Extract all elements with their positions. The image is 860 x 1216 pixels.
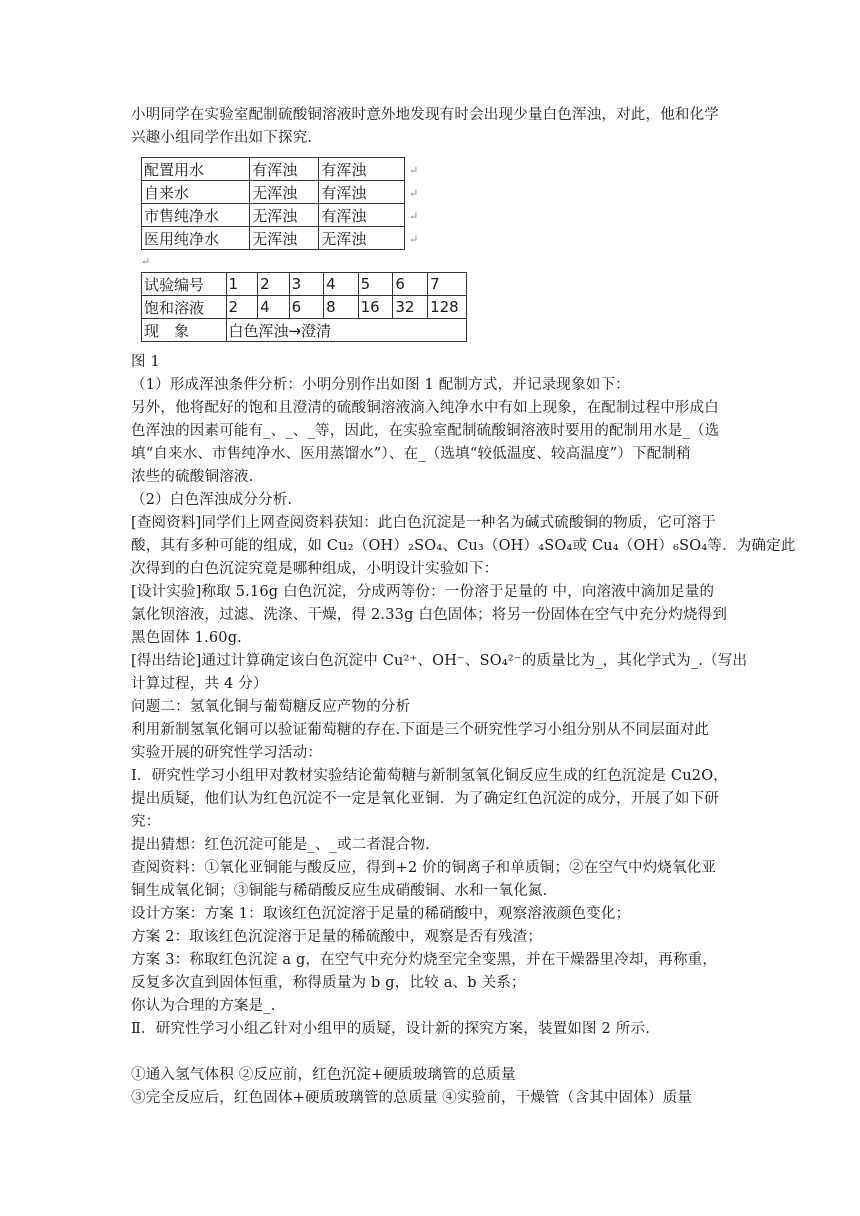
- table-row: [142, 296, 467, 319]
- table-cell: 4: [258, 296, 290, 319]
- table-cell: 市售纯净水: [142, 204, 250, 227]
- text-line: [查阅资料]同学们上网查阅资料获知：此白色沉淀是一种名为碱式硫酸铜的物质，它可溶于: [131, 515, 717, 531]
- table-cell: 有浑浊: [250, 158, 319, 181]
- table-cell: 饱和溶液: [142, 296, 227, 319]
- table-cell: 6: [289, 296, 324, 319]
- table-cell: 无浑浊: [250, 204, 319, 227]
- text-line: 计算过程，共 4 分）: [131, 676, 268, 692]
- return-mark: ↵: [409, 233, 419, 246]
- table-cell: 试验编号: [142, 273, 227, 296]
- table-cell: 5: [358, 273, 393, 296]
- table-cell: 1: [226, 273, 258, 296]
- text-line: 查阅资料：①氧化亚铜能与酸反应，得到+2 价的铜离子和单质铜；②在空气中灼烧氧化亚: [131, 860, 717, 876]
- text-line: 次得到的白色沉淀究竟是哪种组成，小明设计实验如下：: [131, 561, 499, 577]
- table-cell: 3: [289, 273, 324, 296]
- table-row: [142, 227, 405, 250]
- return-mark: ↵: [409, 187, 419, 200]
- text-line: [设计实验]称取 5.16g 白色沉淀，分成两等份：一份溶于足量的 中，向溶液中滴加足量的: [131, 584, 715, 600]
- text-line: 黑色固体 1.60g.: [131, 630, 242, 646]
- text-line: Ⅰ．研究性学习小组甲对教材实验结论葡萄糖与新制氢氧化铜反应生成的红色沉淀是 Cu2O，: [131, 768, 728, 784]
- return-mark: ↵: [409, 210, 419, 223]
- text-line: 浓些的硫酸铜溶液.: [131, 469, 254, 485]
- text-line: 填“自来水、市售纯净水、医用蒸馏水”）、在_（选填“较低温度、较高温度”）下配制稍: [131, 446, 691, 462]
- text-line: ①通入氢气体积 ②反应前，红色沉淀+硬质玻璃管的总质量: [131, 1067, 516, 1083]
- table-cell: 16: [358, 296, 393, 319]
- table-cell: 2: [226, 296, 258, 319]
- table-cell: 无浑浊: [250, 227, 319, 250]
- table-row: [142, 204, 405, 227]
- return-mark: ↵: [409, 164, 419, 177]
- table-cell: 32: [393, 296, 428, 319]
- table-cell: 2: [258, 273, 290, 296]
- table-row: [142, 158, 405, 181]
- text-line: （2）白色浑浊成分分析.: [131, 492, 293, 508]
- text-line: 利用新制氢氧化铜可以验证葡萄糖的存在.下面是三个研究性学习小组分别从不同层面对此: [131, 722, 710, 738]
- text-line: 实验开展的研究性学习活动：: [131, 745, 323, 761]
- text-line: 你认为合理的方案是_.: [131, 998, 276, 1014]
- text-line: 方案 2：取该红色沉淀溶于足量的稀硫酸中，观察是否有残渣；: [131, 929, 543, 945]
- text-line: 究：: [131, 814, 161, 830]
- text-line: 反复多次直到固体恒重，称得质量为 b g，比较 a、b 关系；: [131, 975, 526, 991]
- text-line: 另外，他将配好的饱和且澄清的硫酸铜溶液滴入纯净水中有如上现象，在配制过程中形成白: [131, 400, 719, 416]
- table-cell: 有浑浊: [319, 204, 405, 227]
- text-line: 提出猜想：红色沉淀可能是_、_或二者混合物.: [131, 837, 431, 853]
- table-cell: 无浑浊: [319, 227, 405, 250]
- text-line: 铜生成氧化铜；③铜能与稀硝酸反应生成硝酸铜、水和一氧化氮.: [131, 883, 548, 899]
- table-cell: 医用纯净水: [142, 227, 250, 250]
- experiment-table: [141, 272, 467, 342]
- return-mark: ↵: [141, 255, 151, 268]
- table-cell: 有浑浊: [319, 181, 405, 204]
- table-cell: 有浑浊: [319, 158, 405, 181]
- text-line: ③完全反应后，红色固体+硬质玻璃管的总质量 ④实验前，干燥管（含其中固体）质量: [131, 1090, 693, 1106]
- table-cell: 7: [428, 273, 467, 296]
- text-line: 色浑浊的因素可能有_、_、_等，因此，在实验室配制硫酸铜溶液时要用的配制用水是_（选: [131, 423, 720, 439]
- table-cell: 6: [393, 273, 428, 296]
- table-row: [142, 273, 467, 296]
- figure-label: 图 1: [131, 354, 160, 370]
- table-cell: 配置用水: [142, 158, 250, 181]
- water-table: [141, 157, 405, 250]
- table-cell: 128: [428, 296, 467, 319]
- text-line: Ⅱ．研究性学习小组乙针对小组甲的质疑，设计新的探究方案，装置如图 2 所示.: [131, 1021, 651, 1037]
- text-line: （1）形成浑浊条件分析：小明分别作出如图 1 配制方式，并记录现象如下：: [131, 377, 630, 393]
- table-cell: 白色浑浊→澄清: [226, 319, 467, 342]
- table-cell: 无浑浊: [250, 181, 319, 204]
- table-row: [142, 181, 405, 204]
- text-line: 设计方案：方案 1：取该红色沉淀溶于足量的稀硝酸中，观察溶液颜色变化；: [131, 906, 631, 922]
- text-line: 酸，其有多种可能的组成，如 Cu₂（OH）₂SO₄、Cu₃（OH）₄SO₄或 Cu₄（OH）₆SO₄等．为确定此: [131, 538, 796, 554]
- text-line: 方案 3：称取红色沉淀 a g，在空气中充分灼烧至完全变黑，并在干燥器里冷却，再称重，: [131, 952, 718, 968]
- text-line: [得出结论]通过计算确定该白色沉淀中 Cu²⁺、OH⁻、SO₄²⁻的质量比为_，其化学式为_.（写出: [131, 653, 748, 669]
- text-line: 氯化钡溶液，过滤、洗涤、干燥，得 2.33g 白色固体；将另一份固体在空气中充分灼烧得到: [131, 607, 728, 623]
- intro-line-2: 兴趣小组同学作出如下探究.: [131, 130, 313, 146]
- table-cell: 8: [324, 296, 359, 319]
- table-cell: 现 象: [142, 319, 227, 342]
- table-row: [142, 319, 467, 342]
- text-line: 问题二：氢氧化铜与葡萄糖反应产物的分析: [131, 699, 411, 715]
- table-cell: 4: [324, 273, 359, 296]
- text-line: 提出质疑，他们认为红色沉淀不一定是氧化亚铜．为了确定红色沉淀的成分，开展了如下研: [131, 791, 719, 807]
- table-cell: 自来水: [142, 181, 250, 204]
- intro-line-1: 小明同学在实验室配制硫酸铜溶液时意外地发现有时会出现少量白色浑浊，对此，他和化学: [131, 107, 719, 123]
